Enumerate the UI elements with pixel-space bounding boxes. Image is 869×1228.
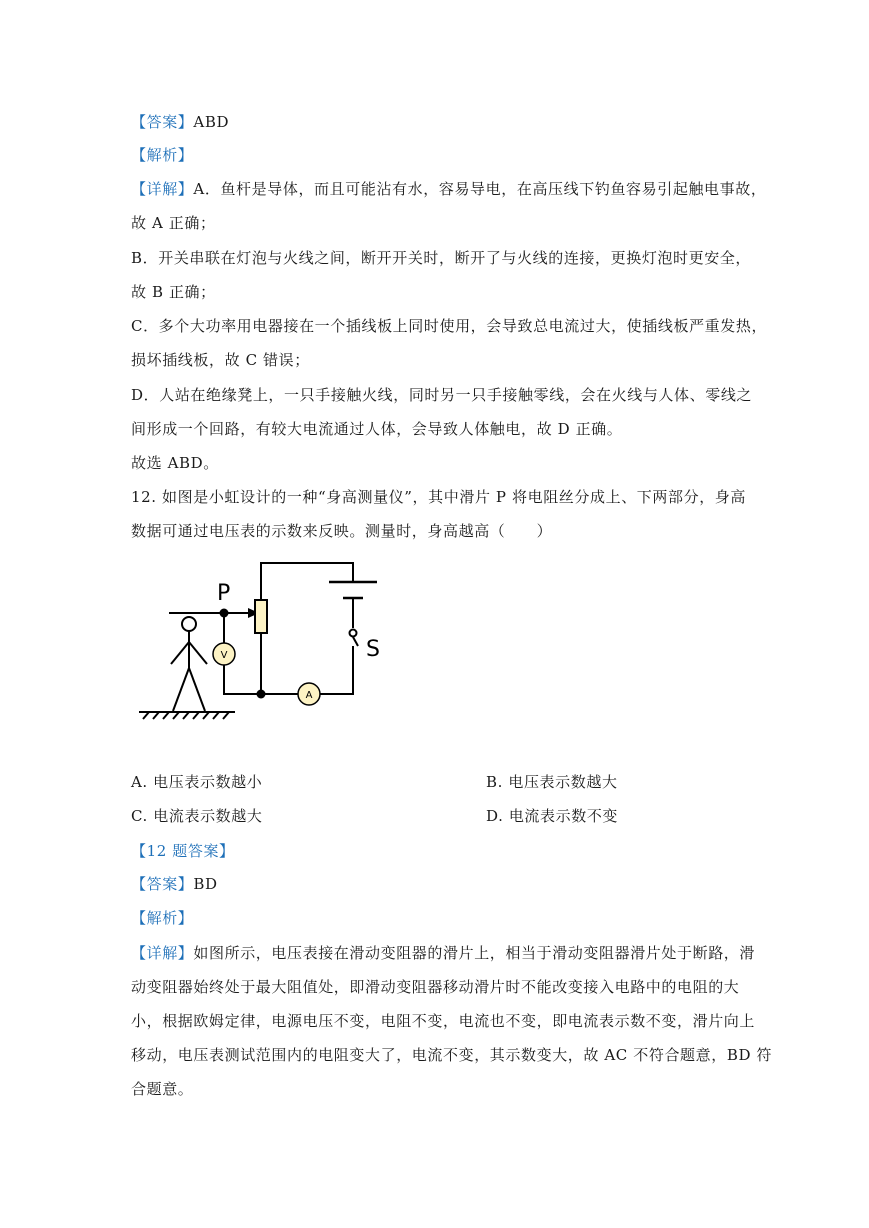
solution-detail-text: 如图所示，电压表接在滑动变阻器的滑片上，相当于滑动变阻器滑片处于断路，滑 xyxy=(193,944,756,962)
slider-point xyxy=(220,609,229,618)
label-a: A xyxy=(305,690,313,701)
detail-line-1 xyxy=(131,178,766,200)
solution-line-5: 合题意。 xyxy=(131,1080,194,1098)
solution-line-2: 动变阻器始终处于最大阻值处，即滑动变阻器移动滑片时不能改变接入电路中的电阻的大 xyxy=(131,978,740,996)
detail-text: A．鱼杆是导体，而且可能沾有水，容易导电，在高压线下钓鱼容易引起触电事故， xyxy=(193,180,767,198)
detail-conclusion: 故选 ABD。 xyxy=(131,454,219,472)
resistor xyxy=(255,600,267,633)
option-d: D. 电流表示数不变 xyxy=(486,807,619,825)
solution-detail-tag: 【详解】 xyxy=(131,944,194,962)
solution-analysis-tag: 【解析】 xyxy=(131,909,194,927)
option-a: A. 电压表示数越小 xyxy=(131,773,263,791)
answer-tag: 【答案】 xyxy=(131,113,194,131)
switch xyxy=(350,630,359,647)
label-s: S xyxy=(366,637,380,662)
detail-line-2: 故 A 正确； xyxy=(131,214,216,232)
circuit-diagram xyxy=(131,556,391,726)
slider-arrow xyxy=(169,608,259,618)
analysis-tag: 【解析】 xyxy=(131,146,194,164)
option-b: B. 电压表示数越大 xyxy=(486,773,618,791)
label-v: V xyxy=(220,650,228,661)
answer-value: ABD xyxy=(193,113,230,131)
junction-node xyxy=(257,690,266,699)
solution-line-1 xyxy=(131,942,755,964)
solution-section-tag: 【12 题答案】 xyxy=(131,842,235,860)
detail-line-8: 间形成一个回路，有较大电流通过人体，会导致人体触电，故 D 正确。 xyxy=(131,420,623,438)
ground-hatch xyxy=(139,712,235,719)
label-p: P xyxy=(217,581,231,606)
battery xyxy=(329,582,377,598)
solution-answer-value: BD xyxy=(193,875,218,893)
question-line-1: 12. 如图是小虹设计的一种“身高测量仪”，其中滑片 P 将电阻丝分成上、下两部分，身高 xyxy=(131,488,746,506)
detail-line-5: C．多个大功率用电器接在一个插线板上同时使用，会导致总电流过大，使插线板严重发热， xyxy=(131,317,768,335)
detail-line-6: 损坏插线板，故 C 错误； xyxy=(131,351,310,369)
person-figure xyxy=(171,617,207,711)
prev-answer-line xyxy=(131,111,229,133)
detail-line-4: 故 B 正确； xyxy=(131,283,216,301)
detail-line-7: D．人站在绝缘凳上，一只手接触火线，同时另一只手接触零线，会在火线与人体、零线之 xyxy=(131,386,753,404)
solution-answer-tag: 【答案】 xyxy=(131,875,194,893)
detail-tag: 【详解】 xyxy=(131,180,194,198)
solution-line-4: 移动，电压表测试范围内的电阻变大了，电流不变，其示数变大，故 AC 不符合题意，BD 符 xyxy=(131,1046,773,1064)
solution-line-3: 小，根据欧姆定律，电源电压不变，电阻不变，电流也不变，即电流表示数不变，滑片向上 xyxy=(131,1012,756,1030)
detail-line-3: B．开关串联在灯泡与火线之间，断开开关时，断开了与火线的连接，更换灯泡时更安全， xyxy=(131,249,752,267)
option-c: C. 电流表示数越大 xyxy=(131,807,263,825)
question-line-2: 数据可通过电压表的示数来反映。测量时，身高越高（ ） xyxy=(131,522,553,540)
solution-answer-line xyxy=(131,873,218,895)
